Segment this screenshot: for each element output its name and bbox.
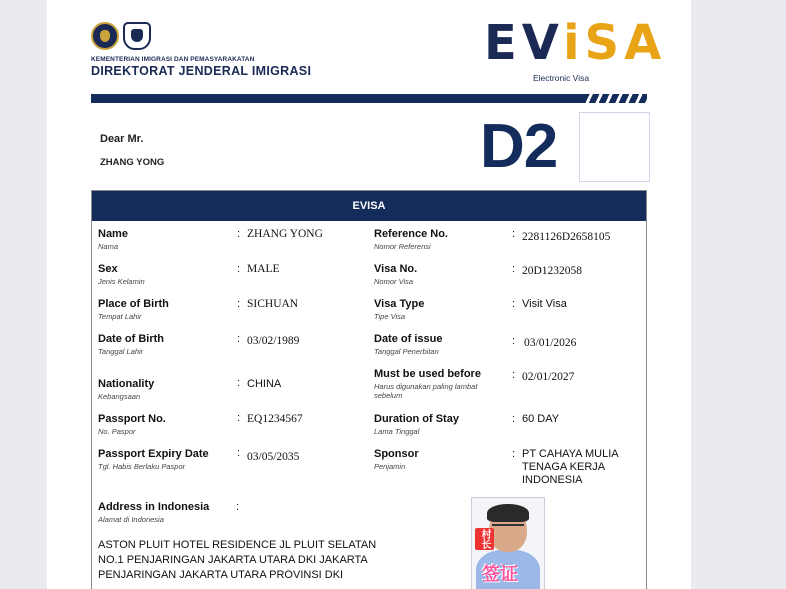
directorate-name: DIREKTORAT JENDERAL IMIGRASI: [91, 64, 312, 78]
name-sub: Nama: [98, 242, 119, 251]
visa-no-label: Visa No.: [374, 263, 418, 275]
sponsor-label: Sponsor: [374, 448, 419, 460]
date-of-issue-label: Date of issue: [374, 333, 443, 345]
reference-no-label: Reference No.: [374, 228, 448, 240]
sex-label: Sex: [98, 263, 118, 275]
logos: [91, 22, 151, 54]
photo-badge: 村长: [475, 528, 494, 550]
visa-type-label: Visa Type: [374, 298, 425, 310]
date-of-issue-value: 03/01/2026: [524, 337, 577, 349]
passport-expiry-sub: Tgl. Habis Berlaku Paspor: [98, 462, 186, 471]
colon: :: [237, 447, 241, 459]
immigration-emblem-icon: [123, 22, 151, 50]
evisa-logo: [484, 15, 667, 71]
logo-subtitle: Electronic Visa: [533, 73, 590, 83]
header-bar: [91, 94, 647, 103]
sponsor-value: PT CAHAYA MULIA TENAGA KERJA INDONESIA: [522, 448, 618, 486]
colon: :: [236, 501, 240, 513]
must-be-used-before-label: Must be used before: [374, 368, 481, 380]
nationality-value: CHINA: [247, 378, 282, 390]
evisa-document: [47, 0, 691, 589]
passport-no-value: EQ1234567: [247, 413, 303, 425]
colon: :: [237, 333, 241, 345]
colon: :: [237, 263, 241, 275]
sponsor-sub: Penjamin: [374, 462, 406, 471]
reference-no-value: 2281126D2658105: [522, 231, 611, 243]
date-of-birth-label: Date of Birth: [98, 333, 164, 345]
date-of-birth-value: 03/02/1989: [247, 335, 300, 347]
address-label: Address in Indonesia: [98, 501, 210, 513]
nationality-sub: Kebangsaan: [98, 392, 141, 401]
ministry-name: KEMENTERIAN IMIGRASI DAN PEMASYARAKATAN: [91, 56, 255, 63]
photo-hair: [487, 504, 529, 522]
address-value: ASTON PLUIT HOTEL RESIDENCE JL PLUIT SELATAN NO.1 PENJARINGAN JAKARTA UTARA DKI JAKARTA PENJARINGAN JAKARTA UTARA PROVINSI DKI: [98, 539, 377, 581]
passport-expiry-value: 03/05/2035: [247, 451, 300, 463]
garuda-emblem-icon: [91, 22, 119, 50]
place-of-birth-label: Place of Birth: [98, 298, 169, 310]
colon: :: [512, 413, 516, 425]
visa-class: D2: [480, 112, 558, 181]
colon: :: [512, 369, 516, 381]
photo-glasses: [492, 524, 524, 532]
date-of-issue-sub: Tanggal Penerbitan: [374, 347, 439, 356]
colon: :: [512, 263, 516, 275]
address-sub: Alamat di Indonesia: [98, 515, 164, 524]
duration-of-stay-label: Duration of Stay: [374, 413, 459, 425]
passport-no-label: Passport No.: [98, 413, 166, 425]
name-value: ZHANG YONG: [247, 228, 323, 240]
must-be-used-before-sub: Harus digunakan paling lambat sebelum: [374, 382, 478, 400]
colon: :: [237, 228, 241, 240]
passport-no-sub: No. Paspor: [98, 427, 136, 436]
logo-accent-text: iSA: [563, 15, 667, 71]
duration-of-stay-value: 60 DAY: [522, 413, 560, 425]
duration-of-stay-sub: Lama Tinggal: [374, 427, 420, 436]
colon: :: [512, 335, 516, 347]
place-of-birth-sub: Tempat Lahir: [98, 312, 142, 321]
colon: :: [237, 412, 241, 424]
visa-no-value: 20D1232058: [522, 265, 583, 277]
table-title: EVISA: [92, 191, 646, 221]
header-stripes: [583, 94, 647, 103]
reference-no-sub: Nomor Referensi: [374, 242, 431, 251]
passport-expiry-label: Passport Expiry Date: [98, 448, 209, 460]
qr-code-box: [579, 112, 650, 182]
photo-stamp: 签证: [482, 564, 518, 585]
must-be-used-before-value: 02/01/2027: [522, 371, 575, 383]
colon: :: [512, 298, 516, 310]
place-of-birth-value: SICHUAN: [247, 298, 299, 310]
visa-type-value: Visit Visa: [522, 298, 567, 310]
sex-value: MALE: [247, 263, 280, 275]
colon: :: [237, 377, 241, 389]
colon: :: [512, 228, 516, 240]
colon: :: [237, 298, 241, 310]
visa-type-sub: Tipe Visa: [374, 312, 406, 321]
visa-no-sub: Nomor Visa: [374, 277, 414, 286]
name-label: Name: [98, 228, 128, 240]
evisa-table: [91, 190, 647, 589]
sex-sub: Jenis Kelamin: [98, 277, 145, 286]
colon: :: [512, 448, 516, 460]
date-of-birth-sub: Tanggal Lahir: [98, 347, 144, 356]
recipient-name: ZHANG YONG: [100, 157, 165, 168]
applicant-photo: [471, 497, 545, 589]
salutation: Dear Mr.: [100, 133, 144, 145]
nationality-label: Nationality: [98, 378, 155, 390]
logo-text: EV: [484, 15, 564, 71]
